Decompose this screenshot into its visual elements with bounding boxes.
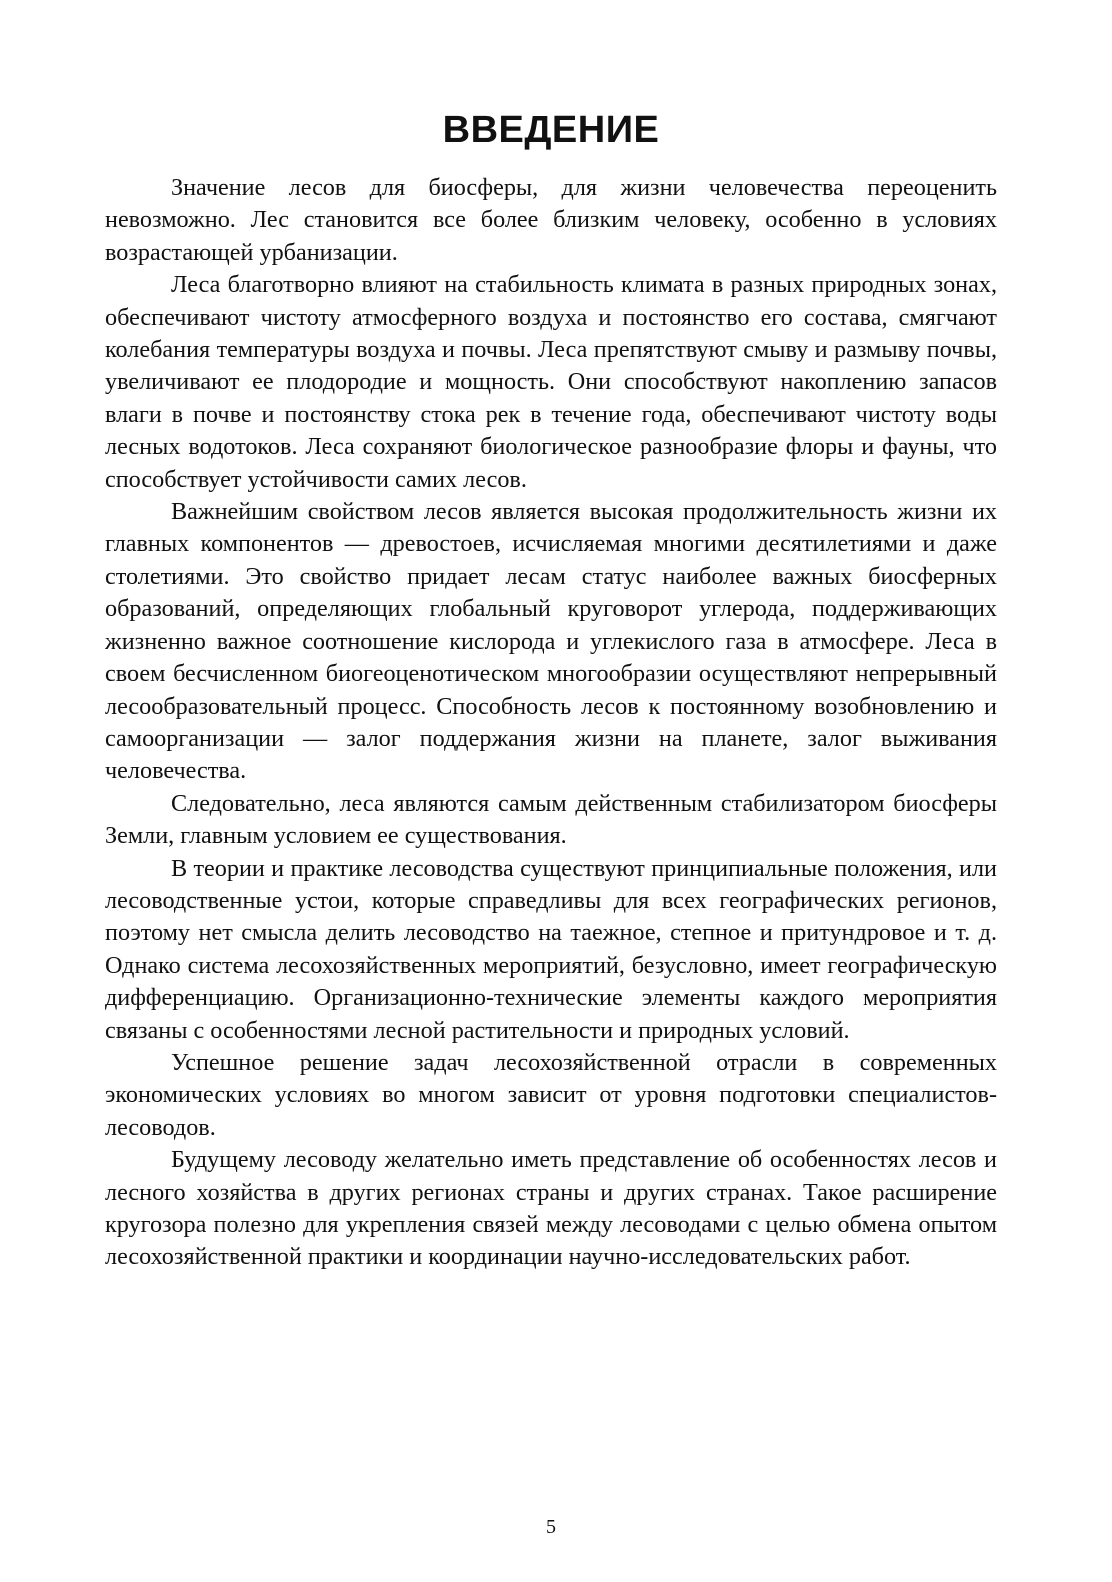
page-title: ВВЕДЕНИЕ: [442, 109, 660, 151]
paragraph-5: В теории и практике лесоводства существуют принципиальные положения, или лесоводственные устои, которые справедливы для всех географических регионов, поэтому нет смысла делить лесоводство на таежное, степное и притундровое и т. д. Однако система лесохозяйственных мероприятий, безусловно, имеет географическую дифференциацию. Организационно-технические элементы каждого мероприятия связаны с особенностями лесной растительности и природных условий.: [105, 854, 997, 1044]
paragraph-3: Важнейшим свойством лесов является высокая продолжительность жизни их главных компонентов — древостоев, исчисляемая многими десятилетиями и даже столетиями. Это свойство придает лесам статус наиболее важных биосферных образований, определяющих глобальный круговорот углерода, поддерживающих жизненно важное соотношение кислорода и углекислого газа в атмосфере. Леса в своем бесчисленном биогеоценотическом многообразии осуществляют непрерывный лесообразовательный процесс. Способность лесов к постоянному возобновлению и самоорганизации — залог поддержания жизни на планете, залог выживания человечества.: [105, 498, 997, 785]
paragraph-2: Леса благотворно влияют на стабильность климата в разных природных зонах, обеспечивают чистоту атмосферного воздуха и постоянство его состава, смягчают колебания температуры воздуха и почвы. Леса препятствуют смыву и размыву почвы, увеличивают ее плодородие и мощность. Они способствуют накоплению запасов влаги в почве и постоянству стока рек в течение года, обеспечивают чистоту воды лесных водотоков. Леса сохраняют биологическое разнообразие флоры и фауны, что способствует устойчивости самих лесов.: [105, 271, 997, 493]
document-page: [105, 0, 997, 1582]
page-number: 5: [546, 1516, 556, 1538]
paragraph-4: Следовательно, леса являются самым действенным стабилизатором биосферы Земли, главным условием ее существования.: [105, 789, 997, 850]
paragraph-6: Успешное решение задач лесохозяйственной отрасли в современных экономических условиях во многом зависит от уровня подготовки специалистов-лесоводов.: [105, 1048, 997, 1141]
body-text: [105, 172, 997, 1274]
paragraph-7: Будущему лесоводу желательно иметь представление об особенностях лесов и лесного хозяйства в других регионах страны и других странах. Такое расширение кругозора полезно для укрепления связей между лесоводами с целью обмена опытом лесохозяйственной практики и координации научно-исследовательских работ.: [105, 1146, 997, 1271]
paragraph-1: Значение лесов для биосферы, для жизни человечества переоценить невозможно. Лес становится все более близким человеку, особенно в условиях возрастающей урбанизации.: [105, 174, 997, 266]
